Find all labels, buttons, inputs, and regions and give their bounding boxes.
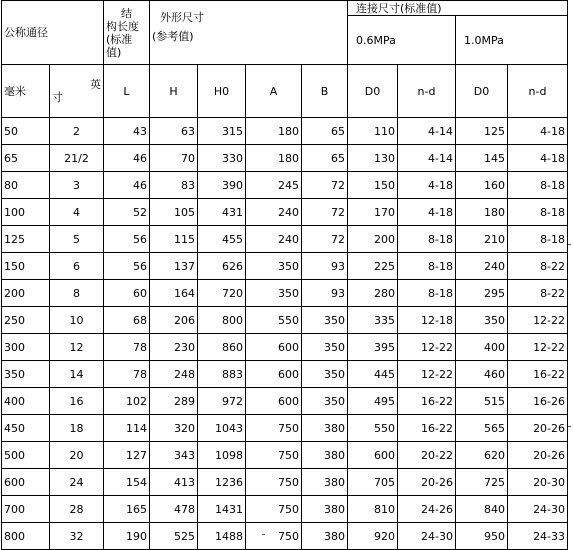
cell-H: 343 xyxy=(150,442,198,469)
cell-B: 72 xyxy=(302,226,348,253)
cell-mm: 50 xyxy=(2,118,50,145)
table-row xyxy=(2,280,568,307)
header-nd-1-0: n-d xyxy=(508,65,568,118)
cell-D0-1-0: 400 xyxy=(456,334,508,361)
cell-A: 750 xyxy=(246,523,302,550)
cell-H: 413 xyxy=(150,469,198,496)
table-row xyxy=(2,469,568,496)
cell-A: 240 xyxy=(246,199,302,226)
cell-mm: 700 xyxy=(2,496,50,523)
cell-nd-0-6: 16-22 xyxy=(398,415,456,442)
cell-inch: 4 xyxy=(50,199,104,226)
cell-L: 52 xyxy=(104,199,150,226)
cell-nd-0-6: 20-26 xyxy=(398,469,456,496)
cell-B: 350 xyxy=(302,334,348,361)
stray-mark xyxy=(262,534,265,535)
cell-nd-0-6: 12-22 xyxy=(398,334,456,361)
cell-nd-1-0: 4-18 xyxy=(508,118,568,145)
cell-nd-1-0: 8-22 xyxy=(508,280,568,307)
cell-inch: 2 xyxy=(50,118,104,145)
cell-B: 350 xyxy=(302,361,348,388)
cell-mm: 150 xyxy=(2,253,50,280)
cell-nd-0-6: 16-22 xyxy=(398,388,456,415)
cell-B: 380 xyxy=(302,523,348,550)
cell-nd-1-0: 20-26 xyxy=(508,442,568,469)
cell-A: 550 xyxy=(246,307,302,334)
cell-nd-1-0: 12-22 xyxy=(508,334,568,361)
cell-L: 68 xyxy=(104,307,150,334)
cell-B: 380 xyxy=(302,469,348,496)
cell-H0: 1488 xyxy=(198,523,246,550)
cell-nd-0-6: 4-18 xyxy=(398,172,456,199)
cell-B: 65 xyxy=(302,118,348,145)
cell-nd-1-0: 8-18 xyxy=(508,172,568,199)
cell-mm: 100 xyxy=(2,199,50,226)
cell-H0: 1431 xyxy=(198,496,246,523)
cell-L: 127 xyxy=(104,442,150,469)
table-row xyxy=(2,496,568,523)
header-inch-line2: 寸 xyxy=(52,91,63,104)
cell-D0-1-0: 460 xyxy=(456,361,508,388)
header-structure-length-line2: 构长度 xyxy=(106,19,139,33)
cell-D0-0-6: 335 xyxy=(348,307,398,334)
cell-D0-0-6: 225 xyxy=(348,253,398,280)
cell-H0: 455 xyxy=(198,226,246,253)
cell-B: 350 xyxy=(302,307,348,334)
cell-nd-0-6: 12-22 xyxy=(398,361,456,388)
cell-nd-0-6: 8-18 xyxy=(398,226,456,253)
table-row xyxy=(2,334,568,361)
cell-H0: 390 xyxy=(198,172,246,199)
cell-A: 350 xyxy=(246,253,302,280)
cell-mm: 200 xyxy=(2,280,50,307)
table-row xyxy=(2,307,568,334)
cell-L: 46 xyxy=(104,145,150,172)
table-row xyxy=(2,172,568,199)
cell-inch: 21/2 xyxy=(50,145,104,172)
cell-B: 350 xyxy=(302,388,348,415)
header-H: H xyxy=(150,65,198,118)
cell-D0-1-0: 565 xyxy=(456,415,508,442)
cell-nd-1-0: 8-18 xyxy=(508,226,568,253)
cell-D0-0-6: 445 xyxy=(348,361,398,388)
cell-A: 750 xyxy=(246,415,302,442)
cell-inch: 20 xyxy=(50,442,104,469)
header-B: B xyxy=(302,65,348,118)
cell-D0-0-6: 395 xyxy=(348,334,398,361)
header-inch-line1: 英 xyxy=(90,78,101,91)
header-A: A xyxy=(246,65,302,118)
table-row xyxy=(2,415,568,442)
cell-mm: 450 xyxy=(2,415,50,442)
cell-A: 180 xyxy=(246,145,302,172)
cell-D0-0-6: 150 xyxy=(348,172,398,199)
header-pressure-0-6: 0.6MPa xyxy=(348,16,456,65)
header-D0-0-6: D0 xyxy=(348,65,398,118)
cell-L: 190 xyxy=(104,523,150,550)
cell-nd-1-0: 8-18 xyxy=(508,199,568,226)
cell-nd-0-6: 8-18 xyxy=(398,253,456,280)
cell-A: 180 xyxy=(246,118,302,145)
cell-H: 70 xyxy=(150,145,198,172)
cell-L: 56 xyxy=(104,253,150,280)
cell-nd-1-0: 12-22 xyxy=(508,307,568,334)
cell-inch: 14 xyxy=(50,361,104,388)
cell-inch: 24 xyxy=(50,469,104,496)
cell-H0: 720 xyxy=(198,280,246,307)
cell-mm: 125 xyxy=(2,226,50,253)
cell-nd-0-6: 8-18 xyxy=(398,280,456,307)
cell-A: 350 xyxy=(246,280,302,307)
header-structure-length-line3: (标准值) xyxy=(106,32,133,59)
cell-inch: 12 xyxy=(50,334,104,361)
cell-L: 46 xyxy=(104,172,150,199)
cell-mm: 600 xyxy=(2,469,50,496)
cell-nd-1-0: 4-18 xyxy=(508,145,568,172)
cell-D0-0-6: 600 xyxy=(348,442,398,469)
table-row xyxy=(2,388,568,415)
cell-mm: 80 xyxy=(2,172,50,199)
cell-D0-0-6: 550 xyxy=(348,415,398,442)
cell-H0: 883 xyxy=(198,361,246,388)
header-inch xyxy=(50,65,104,118)
header-nd-0-6: n-d xyxy=(398,65,456,118)
cell-B: 380 xyxy=(302,442,348,469)
cell-nd-0-6: 4-18 xyxy=(398,199,456,226)
cell-A: 245 xyxy=(246,172,302,199)
cell-A: 600 xyxy=(246,361,302,388)
cell-H0: 972 xyxy=(198,388,246,415)
cell-nd-1-0: 24-30 xyxy=(508,496,568,523)
cell-L: 165 xyxy=(104,496,150,523)
cell-H: 206 xyxy=(150,307,198,334)
header-connection-dimensions: 连接尺寸(标准值) xyxy=(348,1,568,16)
cell-inch: 28 xyxy=(50,496,104,523)
cell-D0-1-0: 350 xyxy=(456,307,508,334)
cell-H: 137 xyxy=(150,253,198,280)
cell-H0: 330 xyxy=(198,145,246,172)
header-pressure-1-0: 1.0MPa xyxy=(456,16,568,65)
cell-mm: 800 xyxy=(2,523,50,550)
cell-D0-1-0: 210 xyxy=(456,226,508,253)
table-row xyxy=(2,226,568,253)
cell-A: 750 xyxy=(246,469,302,496)
cell-mm: 65 xyxy=(2,145,50,172)
cell-L: 114 xyxy=(104,415,150,442)
cell-nd-0-6: 4-14 xyxy=(398,118,456,145)
cell-A: 240 xyxy=(246,226,302,253)
header-structure-length-line1: 结 xyxy=(121,6,132,20)
cell-nd-0-6: 4-14 xyxy=(398,145,456,172)
cell-D0-0-6: 920 xyxy=(348,523,398,550)
cell-mm: 250 xyxy=(2,307,50,334)
cell-H0: 1043 xyxy=(198,415,246,442)
cell-B: 380 xyxy=(302,496,348,523)
header-L: L xyxy=(104,65,150,118)
cell-mm: 350 xyxy=(2,361,50,388)
cell-mm: 400 xyxy=(2,388,50,415)
cell-D0-1-0: 125 xyxy=(456,118,508,145)
cell-L: 43 xyxy=(104,118,150,145)
cell-H: 105 xyxy=(150,199,198,226)
cell-D0-1-0: 180 xyxy=(456,199,508,226)
cell-A: 600 xyxy=(246,388,302,415)
cell-H0: 1236 xyxy=(198,469,246,496)
cell-B: 72 xyxy=(302,172,348,199)
cell-H: 320 xyxy=(150,415,198,442)
cell-inch: 18 xyxy=(50,415,104,442)
cell-inch: 10 xyxy=(50,307,104,334)
header-D0-1-0: D0 xyxy=(456,65,508,118)
cell-D0-0-6: 705 xyxy=(348,469,398,496)
cell-D0-1-0: 620 xyxy=(456,442,508,469)
cell-D0-0-6: 110 xyxy=(348,118,398,145)
cell-L: 60 xyxy=(104,280,150,307)
header-outer-dimensions-note: (参考值) xyxy=(152,30,194,43)
cell-inch: 32 xyxy=(50,523,104,550)
table-row xyxy=(2,145,568,172)
cell-A: 600 xyxy=(246,334,302,361)
cell-nd-0-6: 12-18 xyxy=(398,307,456,334)
cell-H: 230 xyxy=(150,334,198,361)
cell-L: 102 xyxy=(104,388,150,415)
cell-nd-1-0: 20-30 xyxy=(508,469,568,496)
cell-H: 525 xyxy=(150,523,198,550)
stray-mark xyxy=(568,244,571,245)
table-row xyxy=(2,199,568,226)
cell-H0: 860 xyxy=(198,334,246,361)
cell-nd-0-6: 20-22 xyxy=(398,442,456,469)
table-row xyxy=(2,118,568,145)
cell-B: 93 xyxy=(302,280,348,307)
cell-D0-1-0: 160 xyxy=(456,172,508,199)
header-mm: 毫米 xyxy=(2,65,50,118)
cell-inch: 16 xyxy=(50,388,104,415)
cell-mm: 300 xyxy=(2,334,50,361)
cell-inch: 5 xyxy=(50,226,104,253)
cell-L: 154 xyxy=(104,469,150,496)
cell-D0-1-0: 725 xyxy=(456,469,508,496)
cell-nd-1-0: 8-22 xyxy=(508,253,568,280)
cell-H: 83 xyxy=(150,172,198,199)
cell-nd-1-0: 24-33 xyxy=(508,523,568,550)
cell-H: 63 xyxy=(150,118,198,145)
cell-H0: 431 xyxy=(198,199,246,226)
header-structure-length xyxy=(104,1,150,65)
cell-H: 289 xyxy=(150,388,198,415)
cell-D0-1-0: 840 xyxy=(456,496,508,523)
cell-L: 78 xyxy=(104,334,150,361)
header-nominal-diameter: 公称通径 xyxy=(2,1,104,65)
cell-H0: 315 xyxy=(198,118,246,145)
table-row xyxy=(2,523,568,550)
cell-nd-1-0: 16-22 xyxy=(508,361,568,388)
cell-D0-1-0: 515 xyxy=(456,388,508,415)
cell-L: 56 xyxy=(104,226,150,253)
dimension-table xyxy=(1,0,568,550)
cell-B: 65 xyxy=(302,145,348,172)
cell-L: 78 xyxy=(104,361,150,388)
cell-H: 115 xyxy=(150,226,198,253)
cell-nd-0-6: 24-26 xyxy=(398,496,456,523)
cell-D0-0-6: 810 xyxy=(348,496,398,523)
cell-A: 750 xyxy=(246,496,302,523)
cell-B: 72 xyxy=(302,199,348,226)
cell-H: 478 xyxy=(150,496,198,523)
cell-H0: 626 xyxy=(198,253,246,280)
cell-D0-0-6: 130 xyxy=(348,145,398,172)
cell-H: 248 xyxy=(150,361,198,388)
header-H0: H0 xyxy=(198,65,246,118)
cell-H: 164 xyxy=(150,280,198,307)
cell-D0-1-0: 240 xyxy=(456,253,508,280)
cell-D0-0-6: 170 xyxy=(348,199,398,226)
cell-inch: 8 xyxy=(50,280,104,307)
cell-D0-1-0: 145 xyxy=(456,145,508,172)
header-outer-dimensions xyxy=(150,1,348,65)
cell-nd-1-0: 16-26 xyxy=(508,388,568,415)
cell-mm: 500 xyxy=(2,442,50,469)
cell-D0-1-0: 950 xyxy=(456,523,508,550)
cell-inch: 3 xyxy=(50,172,104,199)
cell-B: 380 xyxy=(302,415,348,442)
cell-H0: 1098 xyxy=(198,442,246,469)
table-row xyxy=(2,442,568,469)
cell-D0-0-6: 200 xyxy=(348,226,398,253)
cell-D0-1-0: 295 xyxy=(456,280,508,307)
cell-D0-0-6: 495 xyxy=(348,388,398,415)
header-outer-dimensions-title: 外形尺寸 xyxy=(160,11,204,24)
table-row xyxy=(2,253,568,280)
cell-B: 93 xyxy=(302,253,348,280)
cell-nd-1-0: 20-26 xyxy=(508,415,568,442)
table-row xyxy=(2,361,568,388)
cell-nd-0-6: 24-30 xyxy=(398,523,456,550)
stray-mark xyxy=(568,426,571,427)
cell-H0: 800 xyxy=(198,307,246,334)
cell-A: 750 xyxy=(246,442,302,469)
cell-D0-0-6: 280 xyxy=(348,280,398,307)
cell-inch: 6 xyxy=(50,253,104,280)
